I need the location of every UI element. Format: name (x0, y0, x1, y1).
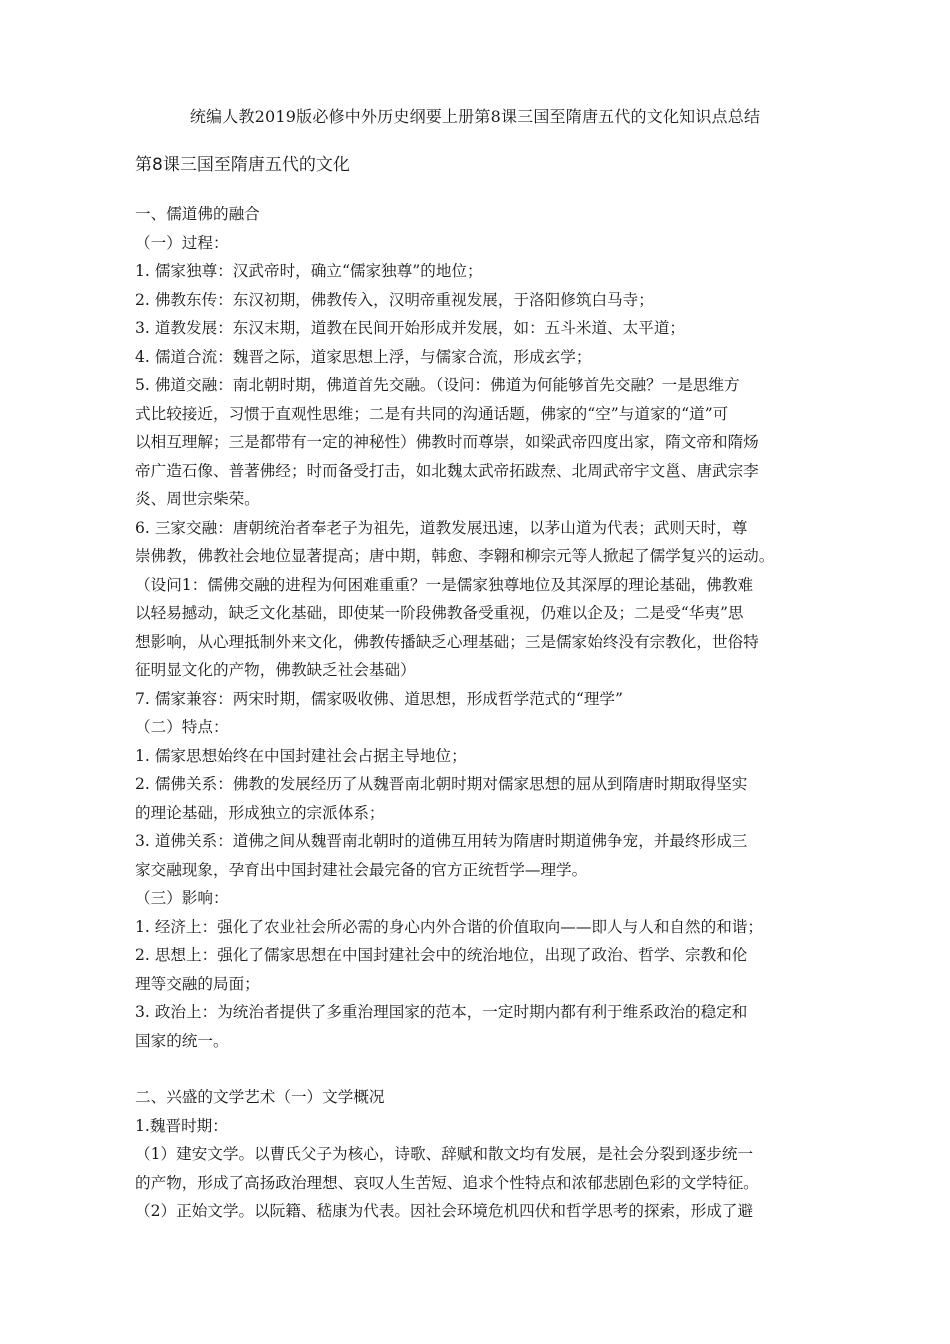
subsection-heading: （二）特点： (135, 718, 229, 736)
paragraph-line: 炎、周世宗柴荣。 (135, 490, 260, 508)
paragraph-line: 家交融现象，孕育出中国封建社会最完备的官方正统哲学—理学。 (135, 860, 588, 879)
paragraph-line: 1. 儒家思想始终在中国封建社会占据主导地位； (135, 746, 467, 765)
lesson-title: 第8课三国至隋唐五代的文化 (135, 155, 350, 175)
paragraph-line: 国家的统一。 (135, 1031, 229, 1050)
paragraph-line: 7. 儒家兼容：两宋时期，儒家吸收佛、道思想，形成哲学范式的“理学” (135, 689, 623, 708)
paragraph-line: 2. 佛教东传：东汉初期，佛教传入，汉明帝重视发展，于洛阳修筑白马寺； (135, 290, 654, 309)
section-heading: 一、儒道佛的融合 (135, 205, 260, 223)
paragraph-line: 2. 思想上：强化了儒家思想在中国封建社会中的统治地位，出现了政治、哲学、宗教和伦 (135, 946, 748, 964)
document-body (135, 200, 825, 1226)
paragraph-line: 以轻易撼动，缺乏文化基础，即使某一阶段佛教备受重视，仍难以企及；二是受“华夷”思 (135, 604, 744, 622)
paragraph-line: 1. 儒家独尊：汉武帝时，确立“儒家独尊”的地位； (135, 262, 483, 280)
paragraph-line: 3. 道教发展：东汉末期，道教在民间开始形成并发展，如：五斗米道、太平道； (135, 319, 686, 337)
paragraph-line: 式比较接近，习惯于直观性思维；二是有共同的沟通话题，佛家的“空”与道家的“道”可 (135, 404, 729, 423)
paragraph-line: 的产物，形成了高扬政治理想、哀叹人生苦短、追求个性特点和浓郁悲剧色彩的文学特征。 (135, 1173, 759, 1192)
document-title: 统编人教2019版必修中外历史纲要上册第8课三国至隋唐五代的文化知识点总结 (189, 107, 761, 126)
section-spacer (135, 1055, 825, 1083)
paragraph-line: （2）正始文学。以阮籍、嵇康为代表。因社会环境危机四伏和哲学思考的探索，形成了避 (135, 1202, 754, 1220)
subsection-heading: 1.魏晋时期： (135, 1116, 228, 1135)
paragraph-line: 5. 佛道交融：南北朝时期，佛道首先交融。（设问：佛道为何能够首先交融？一是思维方 (135, 376, 740, 394)
section-heading: 二、兴盛的文学艺术（一）文学概况 (135, 1088, 385, 1106)
paragraph-line: 以相互理解；三是都带有一定的神秘性）佛教时而尊崇，如梁武帝四度出家，隋文帝和隋炀 (135, 433, 759, 451)
paragraph-line: 想影响，从心理抵制外来文化，佛教传播缺乏心理基础；三是儒家始终没有宗教化，世俗特 (135, 632, 759, 651)
subsection-heading: （一）过程： (135, 233, 229, 252)
paragraph-line: （设问1：儒佛交融的进程为何困难重重？一是儒家独尊地位及其深厚的理论基础，佛教难 (135, 575, 754, 594)
paragraph-line: 2. 儒佛关系：佛教的发展经历了从魏晋南北朝时期对儒家思想的屈从到隋唐时期取得坚实 (135, 775, 748, 793)
paragraph-line: 的理论基础，形成独立的宗派体系； (135, 803, 385, 822)
subsection-heading: （三）影响： (135, 889, 229, 907)
paragraph-line: 崇佛教，佛教社会地位显著提高；唐中期，韩愈、李翱和柳宗元等人掀起了儒学复兴的运动。 (135, 547, 775, 565)
paragraph-line: 4. 儒道合流：魏晋之际，道家思想上浮，与儒家合流，形成玄学； (135, 347, 592, 366)
paragraph-line: 理等交融的局面； (135, 974, 260, 993)
paragraph-line: 1. 经济上：强化了农业社会所必需的身心内外合谐的价值取向——即人与人和自然的和谐； (135, 917, 763, 936)
paragraph-line: 征明显文化的产物，佛教缺乏社会基础） (135, 661, 416, 679)
paragraph-line: （1）建安文学。以曹氏父子为核心，诗歌、辞赋和散文均有发展，是社会分裂到逐步统一 (135, 1145, 754, 1163)
paragraph-line: 帝广造石像、普著佛经；时而备受打击，如北魏太武帝拓跋焘、北周武帝宇文邕、唐武宗李 (135, 461, 759, 480)
paragraph-line: 3. 政治上：为统治者提供了多重治理国家的范本，一定时期内都有利于维系政治的稳定和 (135, 1003, 748, 1021)
paragraph-line: 3. 道佛关系：道佛之间从魏晋南北朝时的道佛互用转为隋唐时期道佛争宠，并最终形成三 (135, 832, 748, 850)
paragraph-line: 6. 三家交融：唐朝统治者奉老子为祖先，道教发展迅速，以茅山道为代表；武则天时，尊 (135, 518, 748, 537)
